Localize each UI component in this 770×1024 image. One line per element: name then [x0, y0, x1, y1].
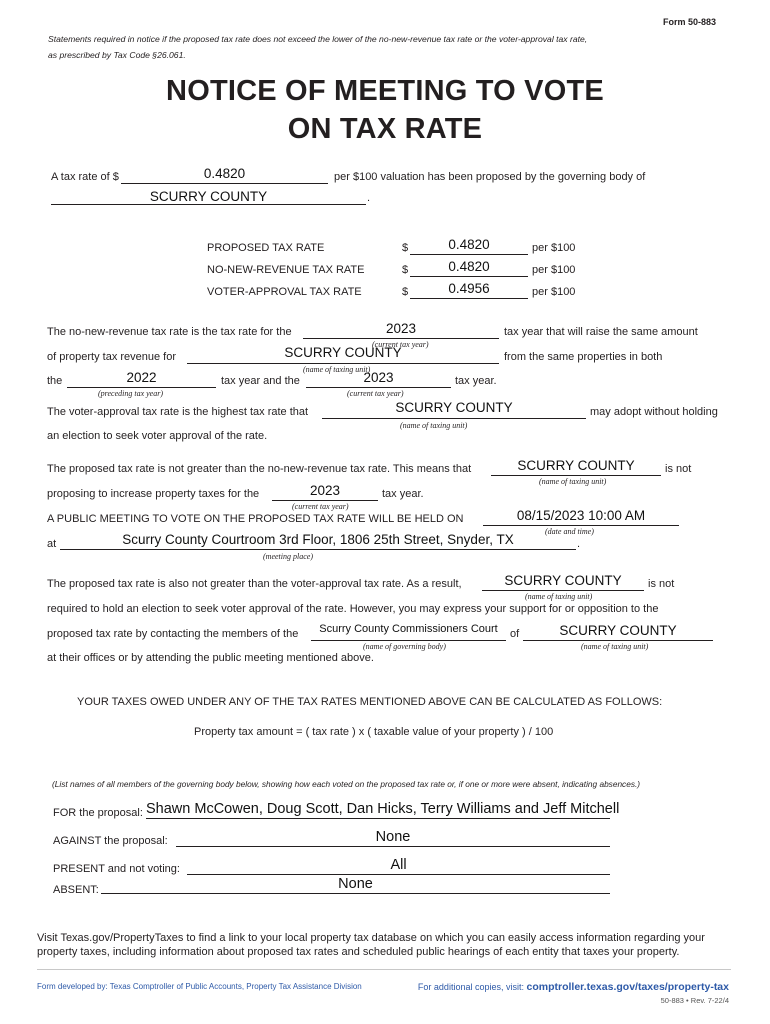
meeting-place-line — [60, 549, 576, 550]
page-title-line2: ON TAX RATE — [287, 113, 483, 145]
present-value[interactable]: All — [390, 857, 407, 873]
va-taxing-unit[interactable]: SCURRY COUNTY — [395, 400, 513, 415]
proposed-rate-value[interactable]: 0.4820 — [448, 237, 490, 252]
nnr-taxing-unit[interactable]: SCURRY COUNTY — [284, 345, 402, 360]
va-rate-dollar: $ — [402, 286, 409, 298]
ng-va-unit-line — [482, 590, 644, 591]
proposed-rate-per: per $100 — [532, 242, 576, 254]
caption-name-taxing-unit: (name of taxing unit) — [303, 365, 371, 374]
ng-nnr-line2-suffix: tax year. — [382, 488, 424, 500]
footer-link[interactable]: comptroller.texas.gov/taxes/property-tax — [526, 981, 729, 993]
nnr-rate-label: NO-NEW-REVENUE TAX RATE — [207, 264, 365, 276]
ng-nnr-year[interactable]: 2023 — [309, 483, 341, 498]
va-rate-line — [410, 298, 528, 299]
caption-governing-body: (name of governing body) — [363, 642, 446, 651]
statement-note-line1: Statements required in notice if the proposed tax rate does not exceed the lower of the no-new-revenue tax rate or the voter-approval tax rate, — [48, 34, 588, 44]
nnr-year-line — [303, 338, 499, 339]
nnr-line3-suffix: tax year. — [455, 375, 497, 387]
footer-right-prefix: For additional copies, visit: — [417, 982, 524, 992]
ng-va-line1-prefix: The proposed tax rate is also not greater than the voter-approval tax rate. As a result, — [47, 578, 462, 590]
nnr-current-year[interactable]: 2023 — [385, 321, 417, 336]
caption-current-tax-year: (current tax year) — [372, 340, 429, 349]
visit-text-line1: Visit Texas.gov/PropertyTaxes to find a link to your local property tax database on which you can easily access information regarding your — [37, 932, 705, 944]
ng-nnr-line2-prefix: proposing to increase property taxes for the — [47, 488, 260, 500]
ng-va-taxing-unit[interactable]: SCURRY COUNTY — [504, 573, 622, 588]
tax-formula: Property tax amount = ( tax rate ) x ( taxable value of your property ) / 100 — [194, 726, 554, 738]
nnr-line2-prefix: of property tax revenue for — [47, 351, 177, 363]
va-line2: an election to seek voter approval of the rate. — [47, 430, 268, 442]
ng-nnr-year-line — [272, 500, 378, 501]
proposed-rate-label: PROPOSED TAX RATE — [207, 242, 325, 254]
ng-va-line4: at their offices or by attending the public meeting mentioned above. — [47, 652, 374, 664]
intro-suffix: per $100 valuation has been proposed by the governing body of — [334, 171, 646, 183]
intro-body-value[interactable]: SCURRY COUNTY — [149, 189, 268, 204]
va-line1-suffix: may adopt without holding — [590, 406, 718, 418]
list-note: (List names of all members of the governing body below, showing how each voted on the proposed tax rate or, if one or more were absent, indicating absences.) — [52, 779, 641, 789]
meeting-datetime-line — [483, 525, 679, 526]
nnr-line3-mid: tax year and the — [221, 375, 300, 387]
absent-label: ABSENT: — [53, 884, 99, 896]
against-line — [176, 846, 610, 847]
ng-va-line1-suffix: is not — [648, 578, 675, 590]
form-number: Form 50-883 — [662, 17, 716, 27]
ng-nnr-unit-line — [491, 475, 661, 476]
for-label: FOR the proposal: — [53, 807, 143, 819]
ng-nnr-line1-prefix: The proposed tax rate is not greater than the no-new-revenue tax rate. This means that — [47, 463, 472, 475]
visit-text-line2: property taxes, including information about proposed tax rates and scheduled public hearings of each entity that taxes your property. — [37, 946, 680, 958]
absent-value[interactable]: None — [338, 876, 373, 892]
ng-nnr-taxing-unit[interactable]: SCURRY COUNTY — [517, 458, 635, 473]
against-label: AGAINST the proposal: — [53, 835, 168, 847]
footer-divider — [37, 969, 731, 970]
meeting-place[interactable]: Scurry County Courtroom 3rd Floor, 1806 25th Street, Snyder, TX — [122, 532, 514, 547]
caption-va-taxing-unit: (name of taxing unit) — [400, 421, 468, 430]
meeting-at: at — [47, 538, 57, 550]
va-unit-line — [322, 418, 586, 419]
page-title-line1: NOTICE OF MEETING TO VOTE — [166, 75, 604, 107]
ng-va-taxing-unit2[interactable]: SCURRY COUNTY — [559, 623, 677, 638]
form-revision: 50-883 • Rev. 7-22/4 — [660, 996, 729, 1005]
against-value[interactable]: None — [375, 829, 411, 845]
va-rate-per: per $100 — [532, 286, 576, 298]
caption-current-tax-year-2: (current tax year) — [347, 389, 404, 398]
ng-va-of: of — [510, 628, 520, 640]
nnr-current2-line — [306, 387, 451, 388]
nnr-rate-value[interactable]: 0.4820 — [448, 259, 490, 274]
caption-ng-nnr-unit: (name of taxing unit) — [539, 477, 607, 486]
ng-nnr-line1-suffix: is not — [665, 463, 692, 475]
nnr-line1-suffix: tax year that will raise the same amount — [504, 326, 698, 338]
caption-ng-va-unit2: (name of taxing unit) — [581, 642, 649, 651]
nnr-line3-prefix: the — [47, 375, 63, 387]
nnr-preceding-year[interactable]: 2022 — [126, 370, 157, 385]
nnr-line2-suffix: from the same properties in both — [504, 351, 663, 363]
ng-va-body-line — [311, 640, 506, 641]
nnr-rate-dollar: $ — [402, 264, 409, 276]
proposed-rate-line — [410, 254, 528, 255]
for-value[interactable]: Shawn McCowen, Doug Scott, Dan Hicks, Terry Williams and Jeff Mitchell — [146, 801, 620, 817]
statement-note-line2: as prescribed by Tax Code §26.061. — [48, 50, 186, 60]
meeting-period: . — [577, 538, 581, 550]
intro-rate-value[interactable]: 0.4820 — [203, 166, 246, 181]
intro-period: . — [367, 192, 371, 204]
proposed-rate-dollar: $ — [402, 242, 409, 254]
caption-preceding-tax-year: (preceding tax year) — [98, 389, 164, 398]
meeting-datetime[interactable]: 08/15/2023 10:00 AM — [516, 508, 646, 523]
ng-va-unit2-line — [523, 640, 713, 641]
taxes-owed-heading: YOUR TAXES OWED UNDER ANY OF THE TAX RATES MENTIONED ABOVE CAN BE CALCULATED AS FOLLOWS: — [77, 696, 663, 708]
nnr-unit-line — [187, 363, 499, 364]
absent-line — [101, 893, 610, 894]
intro-rate-line — [121, 183, 328, 184]
nnr-line1-prefix: The no-new-revenue tax rate is the tax rate for the — [47, 326, 292, 338]
ng-va-governing-body[interactable]: Scurry County Commissioners Court — [319, 623, 498, 635]
meeting-line1-prefix: A PUBLIC MEETING TO VOTE ON THE PROPOSED TAX RATE WILL BE HELD ON — [47, 513, 464, 525]
caption-meeting-place: (meeting place) — [263, 552, 313, 561]
present-label: PRESENT and not voting: — [53, 863, 180, 875]
nnr-rate-per: per $100 — [532, 264, 576, 276]
footer-left: Form developed by: Texas Comptroller of Public Accounts, Property Tax Assistance Division — [37, 982, 362, 991]
for-line — [146, 818, 610, 819]
present-line — [187, 874, 610, 875]
caption-ng-nnr-year: (current tax year) — [292, 502, 349, 511]
nnr-preceding-line — [67, 387, 216, 388]
va-rate-value[interactable]: 0.4956 — [448, 281, 490, 296]
nnr-rate-line — [410, 276, 528, 277]
intro-body-line — [51, 204, 366, 205]
va-line1-prefix: The voter-approval tax rate is the highest tax rate that — [47, 406, 309, 418]
intro-prefix: A tax rate of $ — [51, 171, 119, 183]
footer-right — [418, 981, 729, 993]
ng-va-line2: required to hold an election to seek voter approval of the rate. However, you may express your support for or opposition to the — [47, 603, 659, 615]
caption-ng-va-unit: (name of taxing unit) — [525, 592, 593, 601]
va-rate-label: VOTER-APPROVAL TAX RATE — [207, 286, 362, 298]
caption-datetime: (date and time) — [545, 527, 594, 536]
nnr-current-year2[interactable]: 2023 — [363, 370, 394, 385]
ng-va-line3-prefix: proposed tax rate by contacting the members of the — [47, 628, 299, 640]
